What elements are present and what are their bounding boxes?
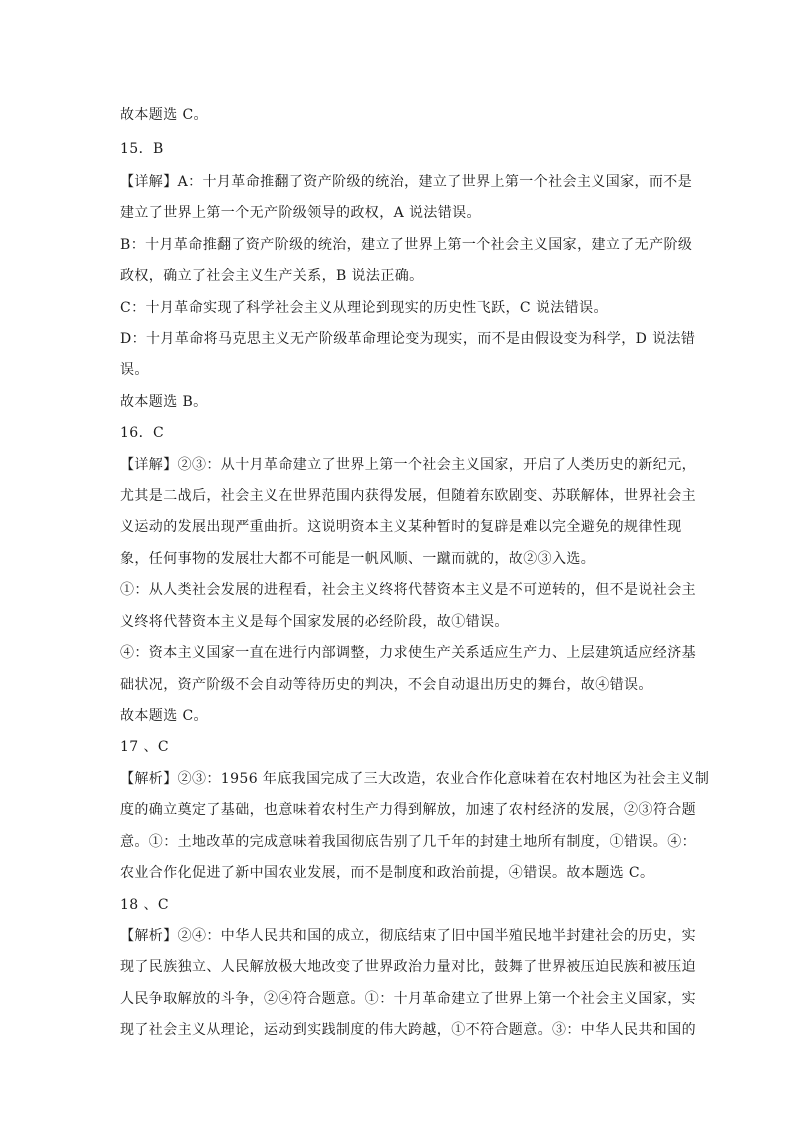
explanation-16-line-1: 【详解】②③：从十月革命建立了世界上第一个社会主义国家，开启了人类历史的新纪元， (120, 457, 696, 473)
explanation-16-line-8: 础状况，资产阶级不会自动等待历史的判决，不会自动退出历史的舞台，故④错误。 (120, 677, 653, 693)
explanation-18-line-3: 人民争取解放的斗争，②④符合题意。①：十月革命建立了世界上第一个社会主义国家，实 (120, 991, 696, 1007)
question-number-17: 17 、C (120, 739, 169, 755)
explanation-15-line-4: 政权，确立了社会主义生产关系，B 说法正确。 (120, 268, 424, 284)
explanation-15-line-1: 【详解】A：十月革命推翻了资产阶级的统治，建立了世界上第一个社会主义国家，而不是 (120, 174, 693, 190)
explanation-15-line-6: D：十月革命将马克思主义无产阶级革命理论变为现实，而不是由假设变为科学，D 说法错 (120, 331, 696, 347)
explanation-16-line-3: 义运动的发展出现严重曲折。这说明资本主义某种暂时的复辟是难以完全避免的规律性现 (120, 519, 682, 535)
question-number-15: 15．B (120, 141, 164, 157)
explanation-15-line-2: 建立了世界上第一个无产阶级领导的政权，A 说法错误。 (120, 205, 481, 221)
answer-conclusion-15: 故本题选 B。 (120, 394, 208, 410)
question-number-16: 16．C (120, 425, 165, 441)
explanation-17-line-2: 度的确立奠定了基础，也意味着农村生产力得到解放，加速了农村经济的发展，②③符合题 (120, 802, 696, 818)
answer-conclusion-14: 故本题选 C。 (120, 107, 208, 123)
question-number-18: 18 、C (120, 897, 169, 913)
explanation-18-line-1: 【解析】②④：中华人民共和国的成立，彻底结束了旧中国半殖民地半封建社会的历史，实 (120, 928, 696, 944)
explanation-16-line-5: ①：从人类社会发展的进程看，社会主义终将代替资本主义是不可逆转的，但不是说社会主 (120, 582, 696, 598)
explanation-16-line-2: 尤其是二战后，社会主义在世界范围内获得发展，但随着东欧剧变、苏联解体，世界社会主 (120, 488, 696, 504)
explanation-17-line-3: 意。①：土地改革的完成意味着我国彻底告别了几千年的封建土地所有制度，①错误。④： (120, 834, 696, 850)
explanation-15-line-7: 误。 (120, 362, 149, 378)
explanation-16-line-6: 义终将代替资本主义是每个国家发展的必经阶段，故①错误。 (120, 614, 509, 630)
explanation-15-line-3: B：十月革命推翻了资产阶级的统治，建立了世界上第一个社会主义国家，建立了无产阶级 (120, 237, 693, 253)
explanation-18-line-2: 现了民族独立、人民解放极大地改变了世界政治力量对比，鼓舞了世界被压迫民族和被压迫 (120, 959, 696, 975)
explanation-17-line-1: 【解析】②③：1956 年底我国完成了三大改造，农业合作化意味着在农村地区为社会主义制 (120, 771, 710, 787)
explanation-16-line-4: 象，任何事物的发展壮大都不可能是一帆风顺、一蹴而就的，故②③入选。 (120, 551, 596, 567)
explanation-16-line-7: ④：资本主义国家一直在进行内部调整，力求使生产关系适应生产力、上层建筑适应经济基 (120, 645, 696, 661)
explanation-15-line-5: C：十月革命实现了科学社会主义从理论到现实的历史性飞跃，C 说法错误。 (120, 300, 608, 316)
explanation-17-line-4: 农业合作化促进了新中国农业发展，而不是制度和政治前提，④错误。故本题选 C。 (120, 865, 655, 881)
explanation-18-line-4: 现了社会主义从理论，运动到实践制度的伟大跨越，①不符合题意。③：中华人民共和国的 (120, 1022, 696, 1038)
answer-conclusion-16: 故本题选 C。 (120, 708, 208, 724)
